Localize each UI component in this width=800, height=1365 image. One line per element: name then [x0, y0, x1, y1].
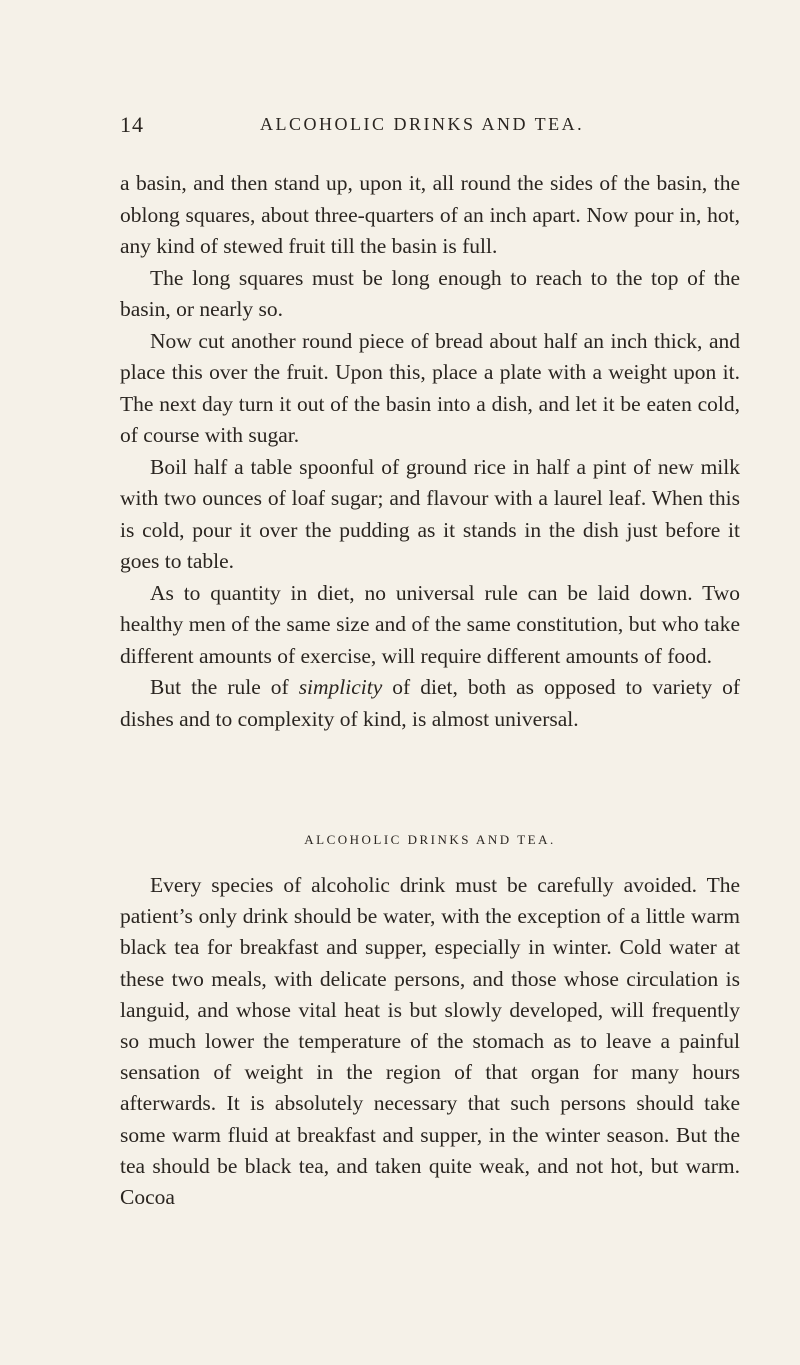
- running-head: ALCOHOLIC DRINKS AND TEA.: [260, 114, 585, 134]
- simplicity-before: But the rule of: [150, 675, 299, 699]
- body-text: [120, 168, 740, 735]
- paragraph-continuation: a basin, and then stand up, upon it, all round the sides of the basin, the oblong squares, about three-quarters of an inch apart. Now pour in, hot, any kind of stewed fruit till the basin is full.: [120, 171, 740, 258]
- section-text: [120, 870, 740, 1213]
- page-number: 14: [120, 112, 144, 137]
- paragraph-rice: Boil half a table spoonful of ground rice in half a pint of new milk with two ounces of loaf sugar; and flavour with a laurel leaf. When this is cold, pour it over the pudding as it stands in the dish just before it goes to table.: [120, 454, 740, 573]
- simplicity-after: of diet, both as opposed to variety of dishes and to complexity of kind, is almost universal.: [120, 675, 740, 731]
- paragraph-quantity: As to quantity in diet, no universal rule can be laid down. Two healthy men of the same size and of the same constitution, but who take different amounts of exercise, will require different amounts of food.: [120, 580, 740, 668]
- paragraph-long-squares: The long squares must be long enough to reach to the top of the basin, or nearly so.: [120, 265, 740, 321]
- paragraph-bread: Now cut another round piece of bread about half an inch thick, and place this over the fruit. Upon this, place a plate with a weight upon it. The next day turn it out of the basin into a dish, and let it be eaten cold, of course with sugar.: [120, 328, 740, 447]
- paragraph-alcoholic-drinks: Every species of alcoholic drink must be carefully avoided. The patient’s only drink should be water, with the exception of a little warm black tea for breakfast and supper, especially in winter. Cold water at these two meals, with delicate persons, and those whose circulation is languid, and whose vital heat is but slowly developed, will frequently so much lower the temperature of the stomach as to leave a painful sensation of weight in the region of that organ for many hours afterwards. It is absolutely necessary that such persons should take some warm fluid at breakfast and supper, in the winter season. But the tea should be black tea, and taken quite weak, and not hot, but warm. Cocoa: [120, 873, 740, 1210]
- section-heading: ALCOHOLIC DRINKS AND TEA.: [304, 832, 556, 847]
- simplicity-emphasis: simplicity: [298, 675, 383, 699]
- paragraph-simplicity: [120, 672, 740, 735]
- page-header: [120, 112, 740, 142]
